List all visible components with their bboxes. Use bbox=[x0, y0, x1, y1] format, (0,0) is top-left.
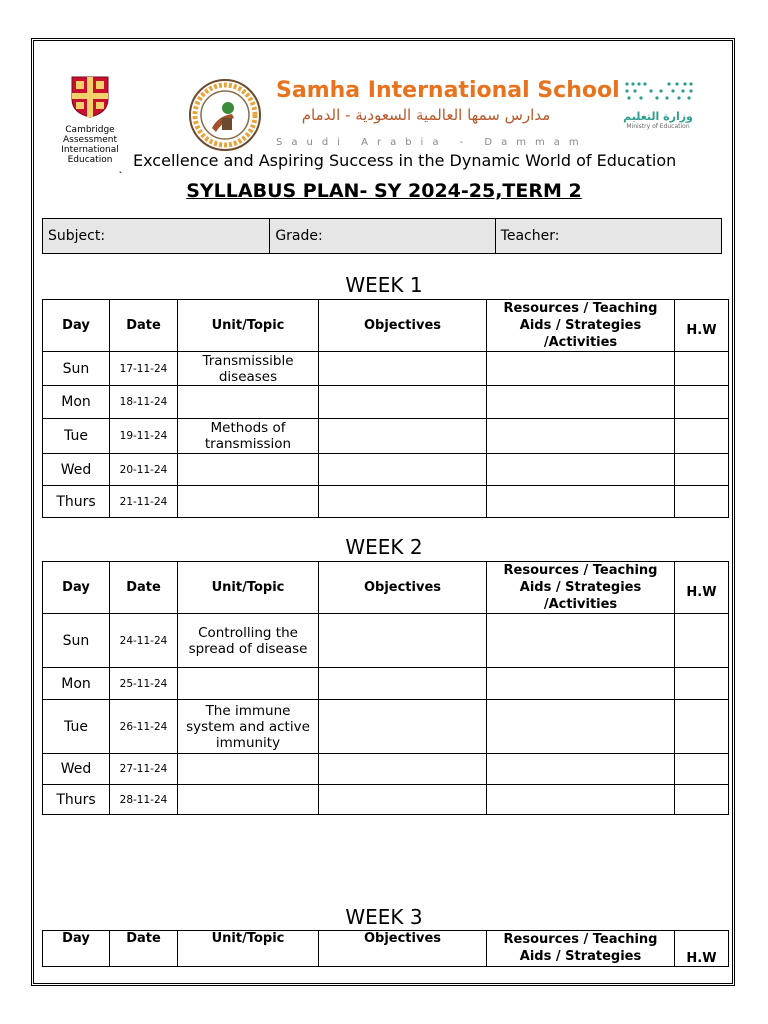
plan-title: SYLLABUS PLAN- SY 2024-25,TERM 2 bbox=[186, 180, 582, 202]
col-objectives: Objectives bbox=[319, 562, 487, 614]
date-cell: 25-11-24 bbox=[110, 668, 178, 700]
table-header-row bbox=[43, 300, 729, 352]
resources-cell[interactable] bbox=[487, 386, 675, 419]
day-cell: Tue bbox=[43, 700, 110, 754]
ministry-logo bbox=[618, 80, 698, 130]
school-name-arabic: مدارس سمها العالمية السعودية - الدمام bbox=[301, 106, 551, 124]
table-row bbox=[43, 486, 729, 518]
date-cell: 17-11-24 bbox=[110, 352, 178, 386]
school-name: Samha International School bbox=[276, 78, 620, 103]
col-hw: H.W bbox=[675, 562, 729, 614]
week-2-table bbox=[42, 561, 729, 815]
info-bar bbox=[42, 218, 722, 254]
hw-cell[interactable] bbox=[675, 486, 729, 518]
table-row bbox=[43, 614, 729, 668]
week-2-title: WEEK 2 bbox=[345, 535, 423, 559]
day-cell: Sun bbox=[43, 352, 110, 386]
col-date: Date bbox=[110, 562, 178, 614]
table-row bbox=[43, 785, 729, 815]
week-3-table bbox=[42, 930, 729, 967]
date-cell: 21-11-24 bbox=[110, 486, 178, 518]
grade-field[interactable]: Grade: bbox=[270, 219, 495, 253]
topic-cell[interactable] bbox=[178, 668, 319, 700]
hw-cell[interactable] bbox=[675, 700, 729, 754]
resources-cell[interactable] bbox=[487, 486, 675, 518]
table-row bbox=[43, 386, 729, 419]
table-row bbox=[43, 700, 729, 754]
resources-cell[interactable] bbox=[487, 700, 675, 754]
cambridge-text-line: Cambridge bbox=[65, 125, 115, 135]
col-day: Day bbox=[43, 300, 110, 352]
ministry-dots-icon bbox=[621, 80, 695, 104]
topic-cell[interactable] bbox=[178, 454, 319, 486]
topic-cell[interactable] bbox=[178, 486, 319, 518]
col-day: Day bbox=[43, 931, 110, 967]
day-cell: Sun bbox=[43, 614, 110, 668]
objectives-cell[interactable] bbox=[319, 454, 487, 486]
subject-field[interactable]: Subject: bbox=[43, 219, 270, 253]
resources-cell[interactable] bbox=[487, 668, 675, 700]
topic-cell[interactable]: Controlling the spread of disease bbox=[178, 614, 319, 668]
day-cell: Mon bbox=[43, 386, 110, 419]
resources-cell[interactable] bbox=[487, 352, 675, 386]
teacher-field[interactable]: Teacher: bbox=[500, 228, 560, 244]
day-cell: Wed bbox=[43, 454, 110, 486]
col-resources: Resources / Teaching Aids / Strategies /Activities bbox=[487, 562, 675, 614]
hw-cell[interactable] bbox=[675, 419, 729, 454]
cambridge-text-line: Education bbox=[67, 155, 113, 165]
col-day: Day bbox=[43, 562, 110, 614]
hw-cell[interactable] bbox=[675, 785, 729, 815]
col-resources: Resources / Teaching Aids / Strategies bbox=[487, 931, 675, 967]
ministry-name-arabic: وزارة التعليم bbox=[623, 110, 693, 123]
topic-cell[interactable] bbox=[178, 386, 319, 419]
col-hw: H.W bbox=[675, 300, 729, 352]
day-cell: Thurs bbox=[43, 785, 110, 815]
cambridge-shield-icon bbox=[70, 75, 110, 119]
day-cell: Wed bbox=[43, 754, 110, 785]
hw-cell[interactable] bbox=[675, 454, 729, 486]
ministry-name-english: Ministry of Education bbox=[626, 123, 690, 130]
objectives-cell[interactable] bbox=[319, 486, 487, 518]
hw-cell[interactable] bbox=[675, 754, 729, 785]
school-tagline: Excellence and Aspiring Success in the Dynamic World of Education bbox=[133, 151, 677, 170]
col-objectives: Objectives bbox=[319, 931, 487, 967]
resources-cell[interactable] bbox=[487, 419, 675, 454]
hw-cell[interactable] bbox=[675, 668, 729, 700]
date-cell: 19-11-24 bbox=[110, 419, 178, 454]
samha-school-seal-icon bbox=[188, 78, 262, 152]
table-header-row bbox=[43, 562, 729, 614]
table-row bbox=[43, 668, 729, 700]
table-header-row bbox=[43, 931, 729, 967]
week-1-title: WEEK 1 bbox=[345, 273, 423, 297]
table-row bbox=[43, 352, 729, 386]
date-cell: 27-11-24 bbox=[110, 754, 178, 785]
objectives-cell[interactable] bbox=[319, 352, 487, 386]
day-cell: Tue bbox=[43, 419, 110, 454]
hw-cell[interactable] bbox=[675, 352, 729, 386]
col-date: Date bbox=[110, 300, 178, 352]
objectives-cell[interactable] bbox=[319, 668, 487, 700]
col-topic: Unit/Topic bbox=[178, 300, 319, 352]
cambridge-text-line: International bbox=[61, 145, 119, 155]
table-row bbox=[43, 419, 729, 454]
date-cell: 18-11-24 bbox=[110, 386, 178, 419]
topic-cell[interactable] bbox=[178, 754, 319, 785]
hw-cell[interactable] bbox=[675, 614, 729, 668]
col-resources: Resources / Teaching Aids / Strategies /Activities bbox=[487, 300, 675, 352]
objectives-cell[interactable] bbox=[319, 700, 487, 754]
objectives-cell[interactable] bbox=[319, 419, 487, 454]
objectives-cell[interactable] bbox=[319, 754, 487, 785]
topic-cell[interactable] bbox=[178, 785, 319, 815]
resources-cell[interactable] bbox=[487, 785, 675, 815]
hw-cell[interactable] bbox=[675, 386, 729, 419]
col-topic: Unit/Topic bbox=[178, 931, 319, 967]
table-row bbox=[43, 454, 729, 486]
objectives-cell[interactable] bbox=[319, 614, 487, 668]
resources-cell[interactable] bbox=[487, 454, 675, 486]
date-cell: 20-11-24 bbox=[110, 454, 178, 486]
cambridge-text-line: Assessment bbox=[63, 135, 117, 145]
date-cell: 24-11-24 bbox=[110, 614, 178, 668]
cambridge-logo bbox=[55, 75, 125, 165]
week-3-title: WEEK 3 bbox=[345, 905, 423, 929]
tagline-bullet: ˛ bbox=[118, 163, 123, 174]
col-date: Date bbox=[110, 931, 178, 967]
topic-cell[interactable]: Transmissible diseases bbox=[178, 352, 319, 386]
col-objectives: Objectives bbox=[319, 300, 487, 352]
day-cell: Mon bbox=[43, 668, 110, 700]
date-cell: 28-11-24 bbox=[110, 785, 178, 815]
objectives-cell[interactable] bbox=[319, 386, 487, 419]
week-1-table bbox=[42, 299, 729, 518]
resources-cell[interactable] bbox=[487, 614, 675, 668]
topic-cell[interactable]: The immune system and active immunity bbox=[178, 700, 319, 754]
topic-cell[interactable]: Methods of transmission bbox=[178, 419, 319, 454]
resources-cell[interactable] bbox=[487, 754, 675, 785]
day-cell: Thurs bbox=[43, 486, 110, 518]
school-city: Saudi Arabia - Dammam bbox=[276, 137, 588, 148]
date-cell: 26-11-24 bbox=[110, 700, 178, 754]
col-hw: H.W bbox=[675, 931, 729, 967]
objectives-cell[interactable] bbox=[319, 785, 487, 815]
table-row bbox=[43, 754, 729, 785]
col-topic: Unit/Topic bbox=[178, 562, 319, 614]
